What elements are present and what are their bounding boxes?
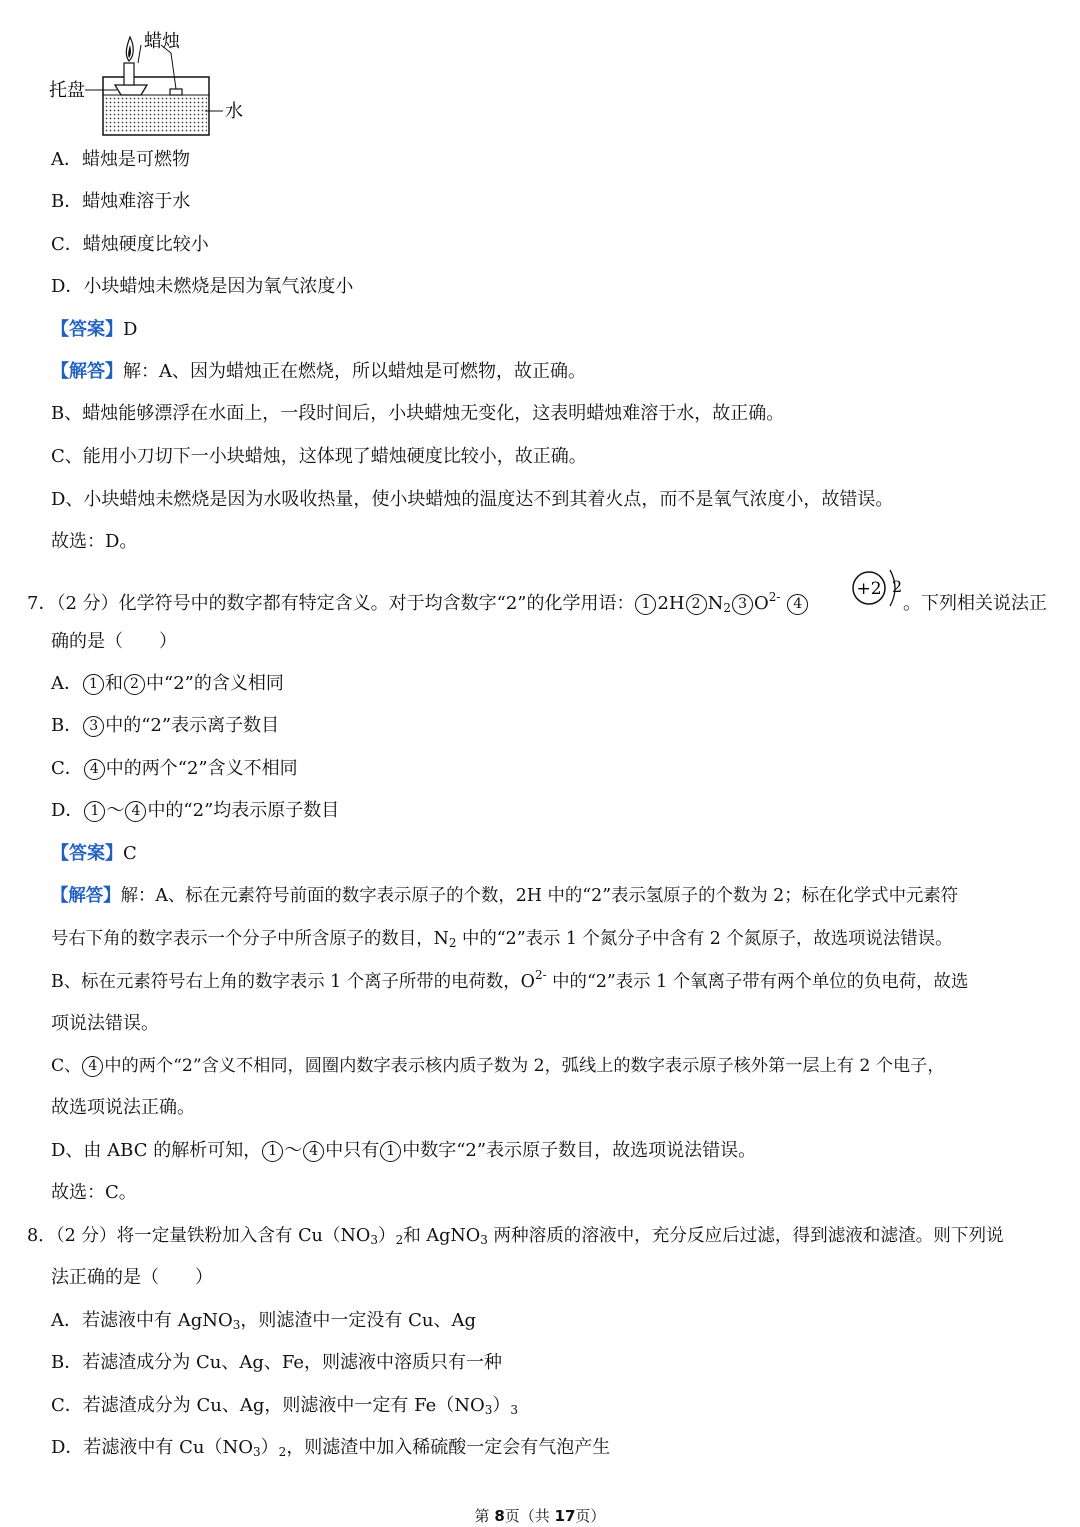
- q7-option-b: B． 3 中的“2”表示离子数目: [51, 715, 280, 736]
- q8-stem-line-2: 法正确的是（ ）: [51, 1267, 213, 1288]
- small-candle-shape: [170, 89, 182, 95]
- q6-analysis-4: D、小块蜡烛未燃烧是因为水吸收热量，使小块蜡烛的温度达不到其着火点，而不是氧气浓度小，故错误。: [51, 489, 894, 510]
- q7-analysis-4: 项说法错误。: [51, 1013, 159, 1034]
- atom-structure-diagram: [850, 566, 910, 612]
- q6-option-b: B．蜡烛难溶于水: [51, 191, 191, 212]
- q7-option-a: A． 1 和 2 中“2”的含义相同: [51, 673, 284, 694]
- q6-choice: 故选：D。: [51, 531, 138, 552]
- q6-option-a: A．蜡烛是可燃物: [51, 149, 190, 170]
- q7-option-d: D． 1 ～ 4 中的“2”均表示原子数目: [51, 800, 340, 821]
- figure-label-candle: 蜡烛: [144, 31, 180, 52]
- q6-analysis-2: B、蜡烛能够漂浮在水面上，一段时间后，小块蜡烛无变化，这表明蜡烛难溶于水，故正确。: [51, 403, 785, 424]
- q7-option-c: C． 4 中的两个“2”含义不相同: [51, 758, 298, 779]
- q7-stem-line-2: 确的是（ ）: [51, 631, 177, 652]
- q7-analysis-3: B、标在元素符号右上角的数字表示 1 个离子所带的电荷数，$O^{2-}$ 中的“2”表示 1 个氧离子带有两个单位的负电荷，故选: [51, 968, 969, 992]
- tray-shape: [115, 85, 147, 95]
- candle-shape: [124, 63, 134, 85]
- q8-option-b: B．若滤渣成分为 Cu、Ag、Fe，则滤液中溶质只有一种: [51, 1352, 502, 1373]
- atom-shell-label: 2: [892, 577, 903, 596]
- q8-stem-line-1: 8．（2 分）将一定量铁粉加入含有 $Cu(NO_3)_2$和 AgNO$_3$ 两种溶质的溶液中，充分反应后过滤，得到滤液和滤渣。则下列说: [27, 1226, 1004, 1247]
- q8-option-a: A．若滤液中有 AgNO$_3$，则滤渣中一定没有 Cu、Ag: [51, 1310, 476, 1332]
- water-dots: [105, 95, 207, 133]
- figure-label-tray: 托盘: [49, 80, 85, 101]
- q8-option-c: C．若滤渣成分为 Cu、Ag，则滤液中一定有 $Fe(NO_3)_3$: [51, 1395, 519, 1417]
- q7-stem-line-1-end: 。下列相关说法正: [903, 593, 1047, 614]
- q7-answer: 【答案】C: [51, 843, 137, 864]
- q7-analysis-6: 故选项说法正确。: [51, 1097, 195, 1118]
- candle-tray-figure: [45, 25, 250, 140]
- q8-option-d: D．若滤液中有 $Cu(NO_3)_2$，则滤渣中加入稀硫酸一定会有气泡产生: [51, 1437, 611, 1459]
- q7-analysis-1: 【解答】解：A、标在元素符号前面的数字表示原子的个数，2H 中的“2”表示氢原子的个数为 2；标在化学式中元素符: [51, 886, 959, 906]
- q6-analysis-1: 【解答】解：A、因为蜡烛正在燃烧，所以蜡烛是可燃物，故正确。: [51, 361, 586, 382]
- q7-analysis-5: C、 4 中的两个“2”含义不相同，圆圈内数字表示核内质子数为 2，弧线上的数字表示原子核外第一层上有 2 个电子，: [51, 1056, 945, 1076]
- q7-analysis-7: D、由 ABC 的解析可知， 1 ～ 4 中只有 1 中数字“2”表示原子数目，故选项说法错误。: [51, 1140, 757, 1161]
- q6-option-d: D．小块蜡烛未燃烧是因为氧气浓度小: [51, 276, 354, 297]
- q6-option-c: C．蜡烛硬度比较小: [51, 234, 209, 255]
- figure-label-water: 水: [225, 101, 243, 122]
- q7-choice: 故选：C。: [51, 1182, 137, 1203]
- atom-nucleus-label: +2: [856, 579, 882, 599]
- q6-answer: 【答案】D: [51, 319, 138, 340]
- q7-analysis-2: 号右下角的数字表示一个分子中所含原子的数目，$N_2$ 中的“2”表示 1 个氮分子中含有 2 个氮原子，故选项说法错误。: [51, 929, 953, 950]
- q6-analysis-3: C、能用小刀切下一小块蜡烛，这体现了蜡烛硬度比较小，故正确。: [51, 446, 587, 467]
- q7-stem-line-1: 7．（2 分）化学符号中的数字都有特定含义。对于均含数字“2”的化学用语： 1 2H 2 $N_2$ 3 $O^{2-}$ 4: [27, 592, 809, 616]
- page-footer: 第 8页（共 17页）: [474, 1507, 606, 1525]
